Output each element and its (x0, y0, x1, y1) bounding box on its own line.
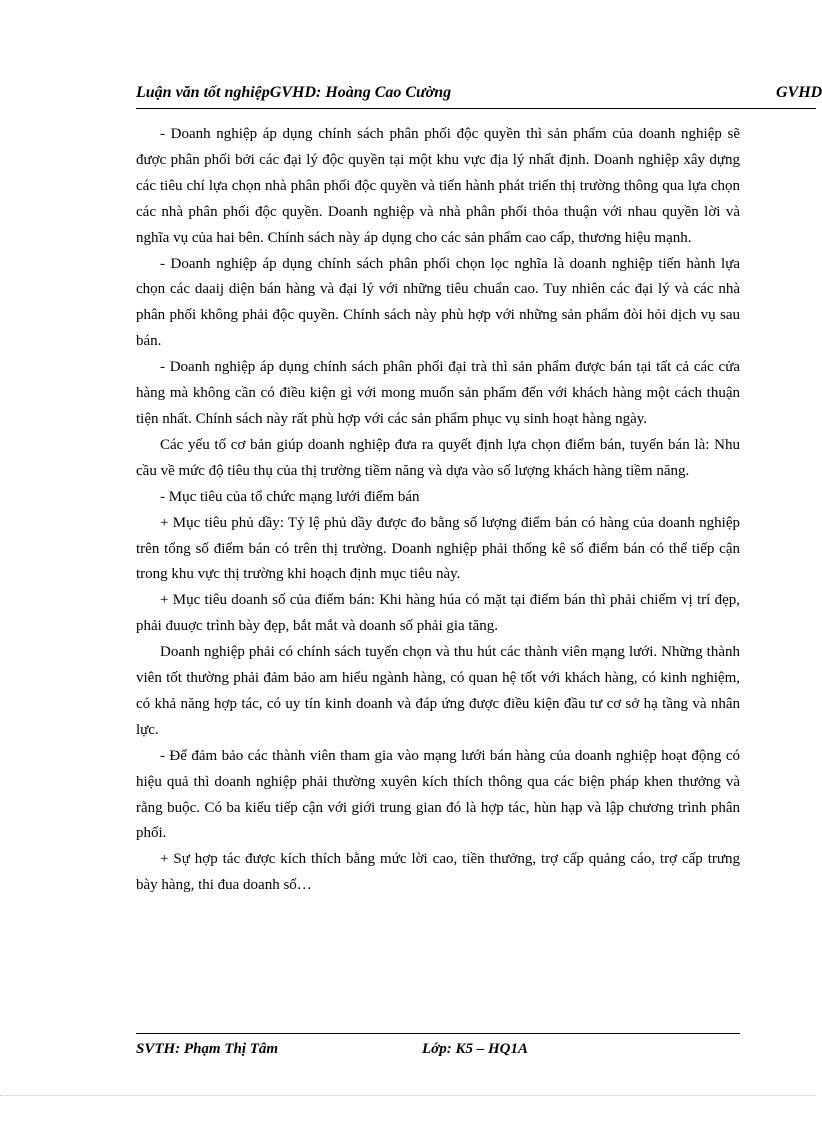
paragraph: - Doanh nghiệp áp dụng chính sách phân phối độc quyền thì sản phẩm của doanh nghiệp sẽ được phân phối bởi các đại lý độc quyền tại một khu vực địa lý nhất định. Doanh nghiệp xây dựng các tiêu chí lựa chọn nhà phân phối độc quyền và tiến hành phát triển thị trường thông qua lựa chọn các nhà phân phối độc quyền. Doanh nghiệp và nhà phân phối thỏa thuận với nhau quyền lời và nghĩa vụ của hai bên. Chính sách này áp dụng cho các sản phẩm cao cấp, thương hiệu mạnh. (136, 126, 740, 246)
document-body (136, 122, 740, 899)
footer-rule (136, 1033, 740, 1034)
header-title: Luận văn tốt nghiệpGVHD: Hoàng Cao Cường (136, 84, 452, 101)
paragraph: - Doanh nghiệp áp dụng chính sách phân phối đại trà thì sản phẩm được bán tại tất cả các cửa hàng mà không cần có điều kiện gì với mong muốn sản phẩm đến với khách hàng một cách thuận tiện nhất. Chính sách này rất phù hợp với các sản phẩm phục vụ sinh hoạt hàng ngày. (136, 359, 740, 427)
page-break-line (0, 1095, 816, 1096)
paragraph: + Sự hợp tác được kích thích bằng mức lời cao, tiền thưởng, trợ cấp quảng cáo, trợ cấp trưng bày hàng, thi đua doanh số… (136, 851, 740, 894)
footer-class: Lớp: K5 – HQ1A (422, 1041, 528, 1057)
paragraph: + Mục tiêu phủ dầy: Tỷ lệ phủ dầy được đo bằng số lượng điểm bán có hàng của doanh nghiệp trên tổng số điểm bán có trên thị trường. Doanh nghiệp phải thống kê số điểm bán có thể tiếp cận trong khu vực thị trường khi hoạch định mục tiêu này. (136, 514, 740, 583)
footer-student: SVTH: Phạm Thị Tâm (136, 1041, 279, 1057)
paragraph: Doanh nghiệp phải có chính sách tuyển chọn và thu hút các thành viên mạng lưới. Những thành viên tốt thường phải đảm bảo am hiểu ngành hàng, có quan hệ tốt với khách hàng, có kinh nghiệm, có khả năng hợp tác, có uy tín kinh doanh và đáp ứng được điều kiện đầu tư cơ sở hạ tầng và nhân lực. (136, 644, 740, 738)
paragraph: - Để đảm bảo các thành viên tham gia vào mạng lưới bán hàng của doanh nghiệp hoạt động có hiệu quả thì doanh nghiệp phải thường xuyên kích thích thông qua các biện pháp khen thưởng và rằng buộc. Có ba kiểu tiếp cận với giới trung gian đó là hợp tác, hùn hạp và lập chương trình phân phối. (136, 747, 740, 842)
paragraph: + Mục tiêu doanh số của điểm bán: Khi hàng húa có mặt tại điểm bán thì phải chiếm vị trí đẹp, phải đuuợc trình bày đẹp, bắt mắt và doanh số phải gia tăng. (136, 592, 740, 635)
paragraph: Các yếu tố cơ bản giúp doanh nghiệp đưa ra quyết định lựa chọn điểm bán, tuyến bán là: Nhu cầu về mức độ tiêu thụ của thị trường tiềm năng và dựa vào số lượng khách hàng tiềm năng. (136, 436, 740, 479)
header-right-text: GVHD (776, 84, 822, 101)
page-footer (136, 1041, 740, 1063)
header-rule (136, 108, 816, 109)
paragraph: - Doanh nghiệp áp dụng chính sách phân phối chọn lọc nghĩa là doanh nghiệp tiến hành lựa chọn các daaij diện bán hàng và đại lý với những tiêu chuẩn cao. Tuy nhiên các đại lý và các nhà phân phối không phải độc quyền. Chính sách này phù hợp với những sản phẩm đòi hỏi dịch vụ sau bán. (136, 255, 740, 350)
paragraph: - Mục tiêu của tổ chức mạng lưới điểm bán (160, 488, 420, 505)
